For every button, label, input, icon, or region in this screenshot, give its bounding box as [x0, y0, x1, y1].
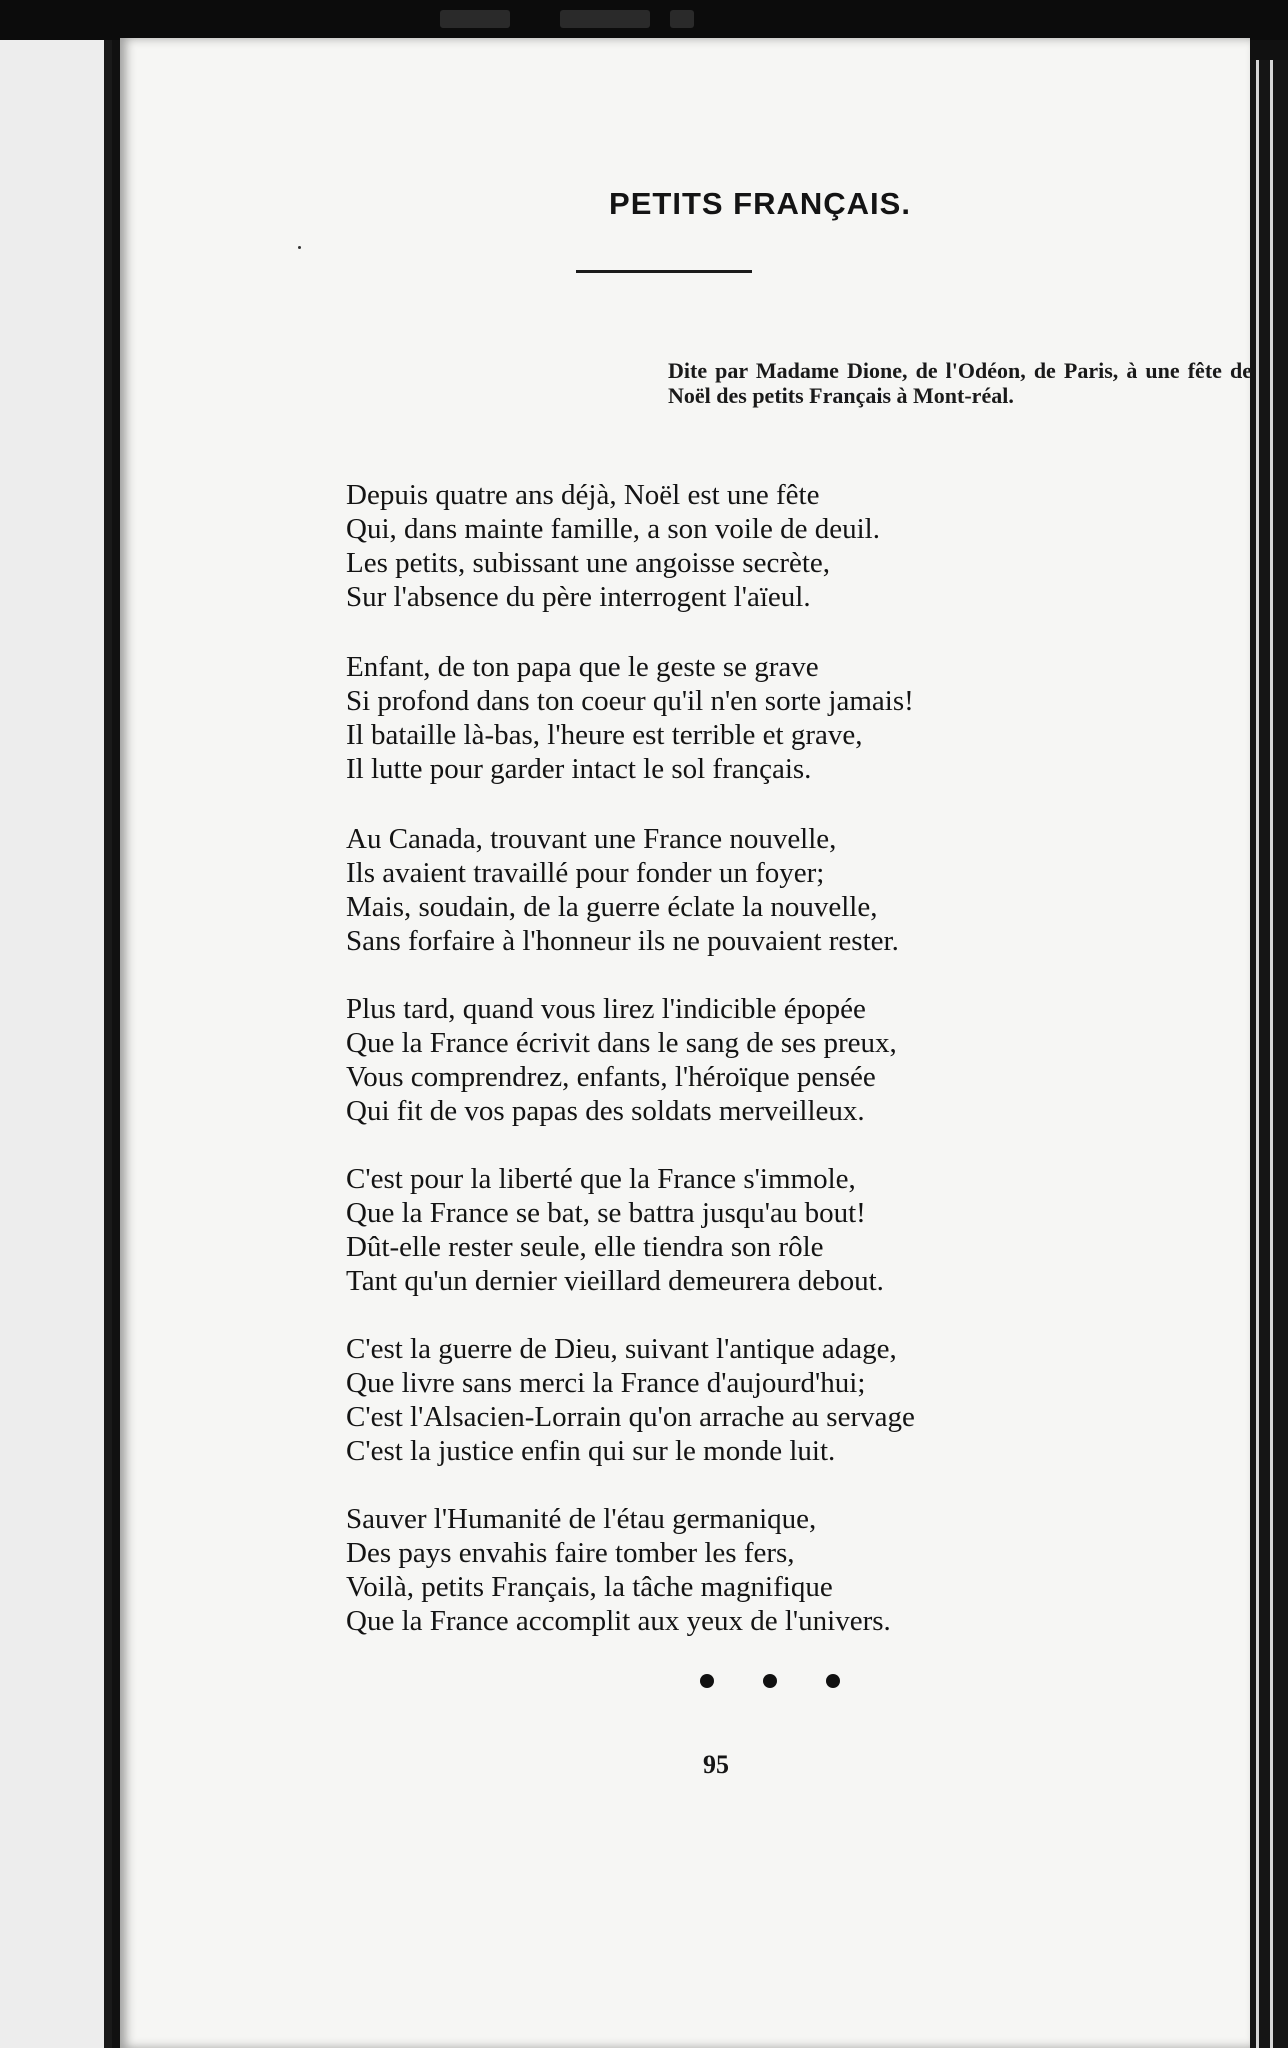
verse-line: Les petits, subissant une angoisse secrète, [346, 547, 831, 579]
stanza-3 [346, 822, 1246, 958]
page-number: 95 [703, 1750, 729, 1779]
verse-line: Vous comprendrez, enfants, l'héroïque pensée [346, 1061, 876, 1093]
verse-line: Depuis quatre ans déjà, Noël est une fête [346, 479, 820, 511]
dedication-note: Dite par Madame Dione, de l'Odéon, de Paris, à une fête de Noël des petits Français à Mont-réal. [668, 358, 1252, 408]
verse-line: Des pays envahis faire tomber les fers, [346, 1537, 795, 1569]
page-edge-line [1270, 60, 1273, 2048]
verse-line: Il bataille là-bas, l'heure est terrible et grave, [346, 719, 863, 751]
poem-title: PETITS FRANÇAIS. [609, 186, 911, 221]
stanza-6 [346, 1332, 1246, 1468]
stanza-1 [346, 478, 1246, 614]
ornament-dot [826, 1674, 840, 1688]
verse-line: Sauver l'Humanité de l'étau germanique, [346, 1503, 817, 1535]
left-page-edge [0, 40, 112, 2048]
scan-artifact [670, 10, 694, 28]
verse-line: C'est pour la liberté que la France s'immole, [346, 1163, 856, 1195]
stanza-5 [346, 1162, 1246, 1298]
verse-line: C'est la justice enfin qui sur le monde luit. [346, 1435, 836, 1467]
verse-line: Il lutte pour garder intact le sol français. [346, 753, 812, 785]
verse-line: Mais, soudain, de la guerre éclate la nouvelle, [346, 891, 878, 923]
verse-line: Que la France écrivit dans le sang de ses preux, [346, 1027, 897, 1059]
ornament-dot [700, 1674, 714, 1688]
stanza-4 [346, 992, 1246, 1128]
section-ornament [700, 1674, 840, 1688]
verse-line: Tant qu'un dernier vieillard demeurera debout. [346, 1265, 884, 1297]
verse-line: Si profond dans ton coeur qu'il n'en sorte jamais! [346, 685, 914, 717]
verse-line: Que la France se bat, se battra jusqu'au bout! [346, 1197, 866, 1229]
verse-line: Au Canada, trouvant une France nouvelle, [346, 823, 837, 855]
scan-artifact [560, 10, 650, 28]
verse-line: Enfant, de ton papa que le geste se grave [346, 651, 819, 683]
scan-artifact [440, 10, 510, 28]
verse-line: C'est la guerre de Dieu, suivant l'antique adage, [346, 1333, 897, 1365]
stanza-2 [346, 650, 1246, 786]
verse-line: Qui fit de vos papas des soldats merveilleux. [346, 1095, 865, 1127]
scan-border-top [0, 0, 1288, 40]
title-rule [576, 270, 752, 273]
right-page-edges [1248, 60, 1288, 2048]
verse-line: Sans forfaire à l'honneur ils ne pouvaient rester. [346, 925, 899, 957]
page-edge-line [1256, 60, 1259, 2048]
verse-line: Voilà, petits Français, la tâche magnifique [346, 1571, 833, 1603]
verse-line: Dût-elle rester seule, elle tiendra son rôle [346, 1231, 824, 1263]
verse-line: Que livre sans merci la France d'aujourd'hui; [346, 1367, 866, 1399]
verse-line: Ils avaient travaillé pour fonder un foyer; [346, 857, 825, 889]
book-page [120, 38, 1250, 2048]
verse-line: Qui, dans mainte famille, a son voile de deuil. [346, 513, 880, 545]
verse-line: Que la France accomplit aux yeux de l'univers. [346, 1605, 891, 1637]
verse-line: Sur l'absence du père interrogent l'aïeul. [346, 581, 811, 613]
verse-line: Plus tard, quand vous lirez l'indicible épopée [346, 993, 866, 1025]
paper-speck [298, 246, 301, 249]
ornament-dot [763, 1674, 777, 1688]
stanza-7 [346, 1502, 1246, 1638]
verse-line: C'est l'Alsacien-Lorrain qu'on arrache au servage [346, 1401, 915, 1433]
